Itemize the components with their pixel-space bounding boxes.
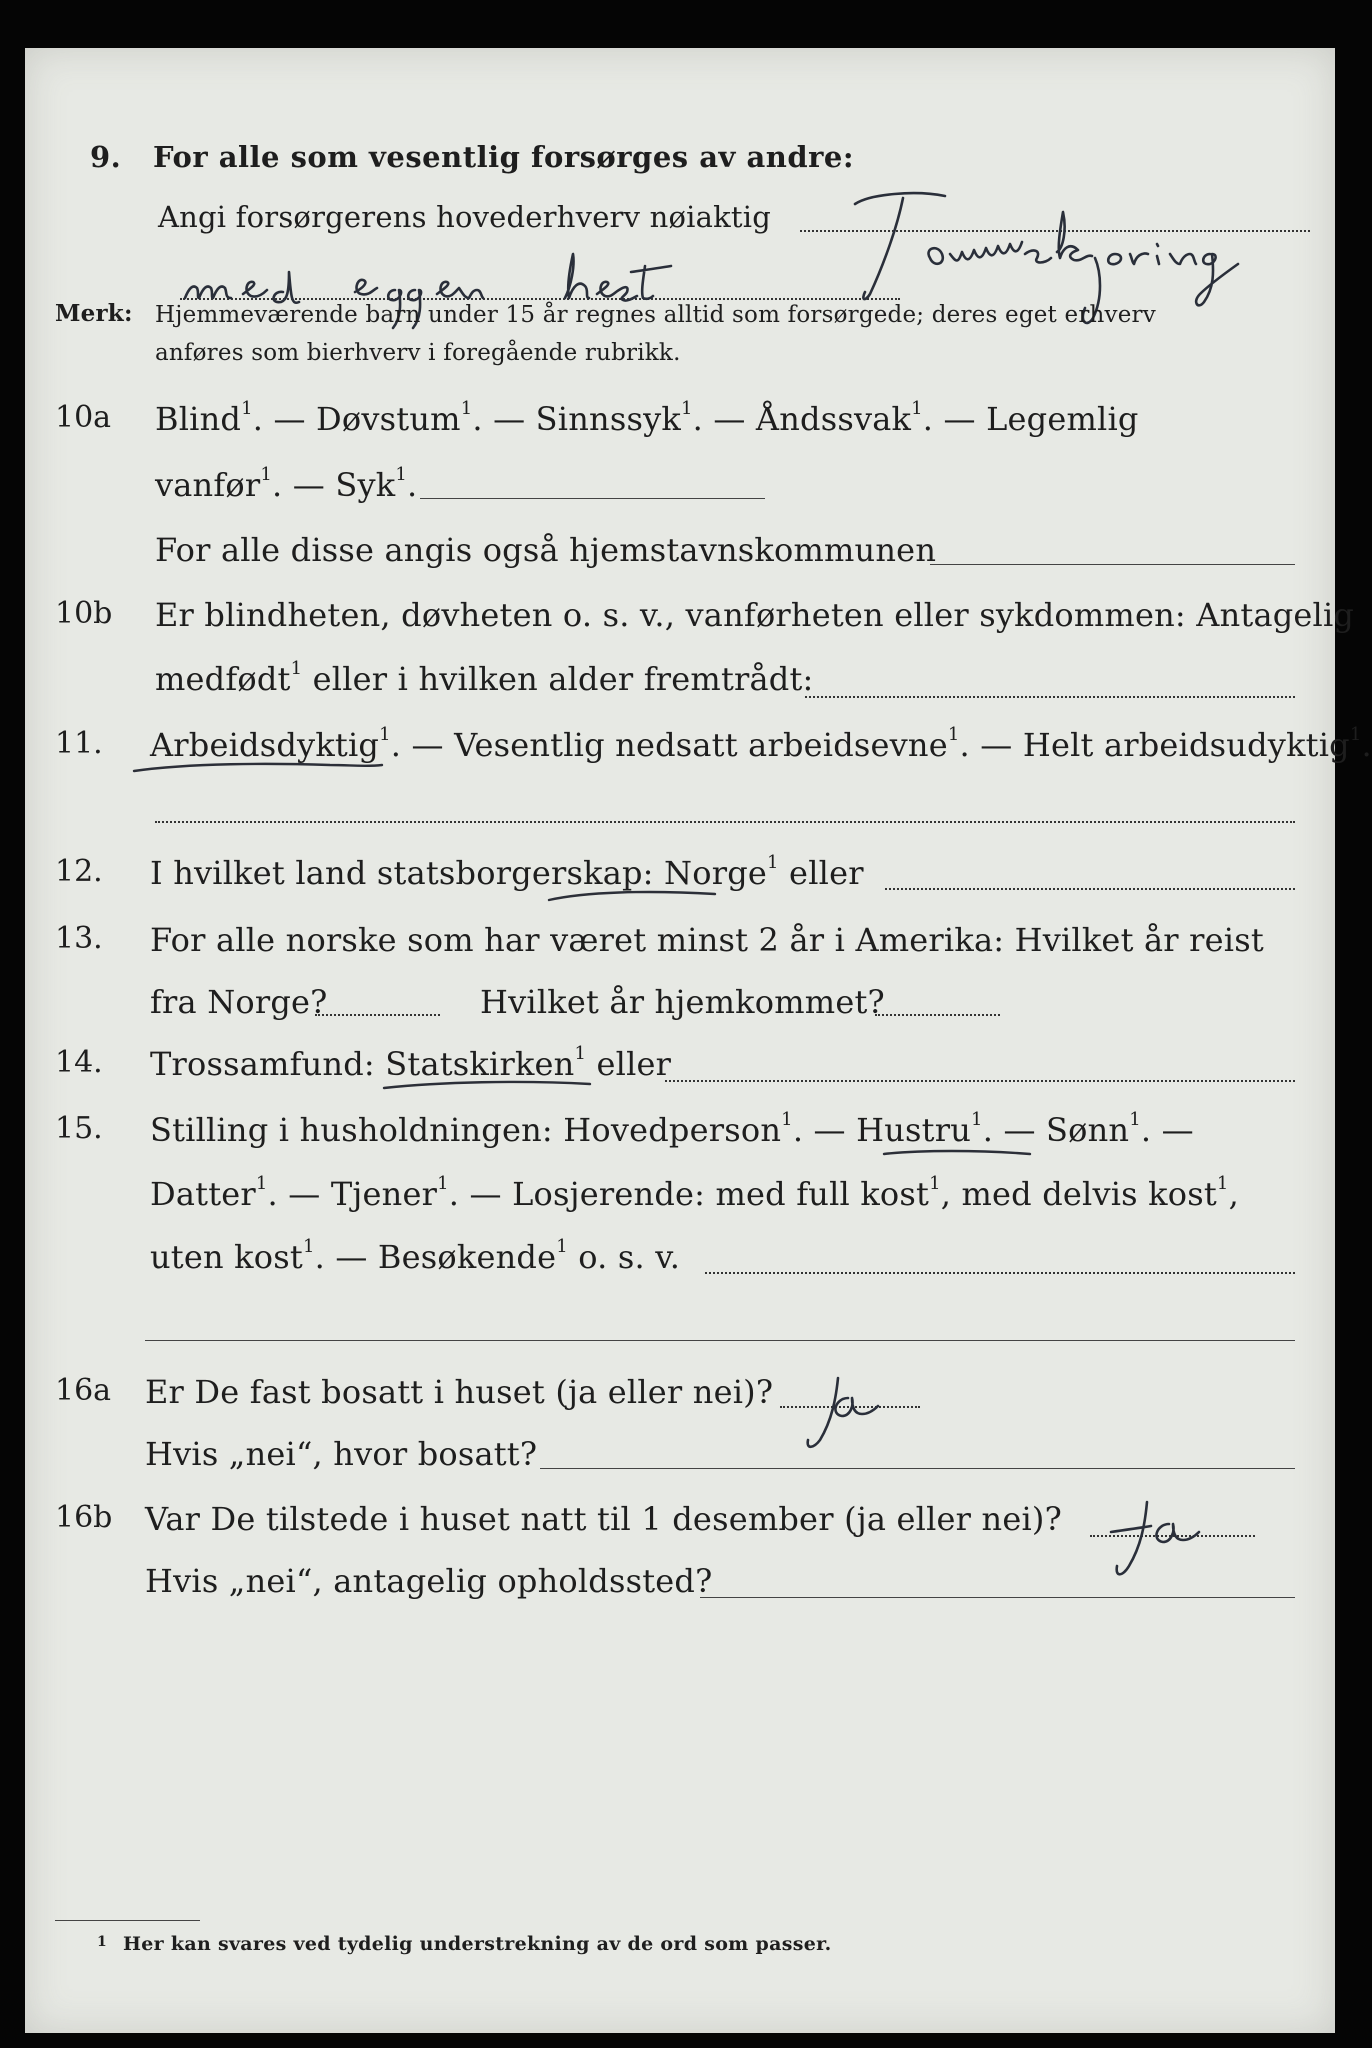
underline-hustru — [880, 1142, 1040, 1166]
option-vanfor: vanfør — [155, 466, 261, 504]
q10a-number: 10a — [55, 400, 112, 435]
q13-line-1: For alle norske som har været minst 2 år i Amerika: Hvilket år reist — [150, 921, 1264, 959]
q11-extra-line — [155, 821, 1295, 823]
q12-number: 12. — [55, 854, 103, 889]
q9-title: For alle som vesentlig forsørges av andre: — [153, 140, 855, 174]
q14-answer-line — [665, 1080, 1295, 1082]
q9-instruction: Angi forsørgerens hovederhverv nøiaktig — [158, 200, 771, 234]
q13-reist-label: fra Norge? — [150, 983, 328, 1021]
merk-note-line-1: Hjemmeværende barn under 15 år regnes alltid som forsørgede; deres eget erhverv — [155, 302, 1156, 328]
q13-hjemkommet-label: Hvilket år hjemkommet? — [480, 983, 885, 1021]
underline-arbeidsdyktig — [130, 753, 390, 783]
footnote-mark: 1 — [97, 1934, 108, 1950]
option-arbeidsdyktig: Arbeidsdyktig — [150, 726, 380, 764]
option-legemlig: . — Legemlig — [922, 400, 1139, 438]
q9-number: 9. — [90, 140, 122, 174]
q13-hjemkommet-answer-line — [875, 1014, 1000, 1016]
q10a-line-1: Blind$^1$. — Døvstum$^1$. — Sinnssyk$^1$. — Åndssvak$^1$. — Legemlig — [155, 398, 1139, 438]
q10a-line-2: vanfør$^1$. — Syk$^1$. — [155, 464, 418, 504]
q10b-answer-line — [805, 696, 1295, 698]
q13-number: 13. — [55, 921, 103, 956]
footnote-text: Her kan svares ved tydelig understrekning av de ord som passer. — [123, 1933, 832, 1955]
q10b-number: 10b — [55, 596, 113, 631]
q13-reist-answer-line — [315, 1014, 440, 1016]
q10b-line-1: Er blindheten, døvheten o. s. v., vanførheten eller sykdommen: Antagelig — [155, 596, 1355, 634]
q15-line-2: Datter$^1$. — Tjener$^1$. — Losjerende: med full kost$^1$, med delvis kost$^1$, — [150, 1173, 1239, 1213]
option-statskirken: Statskirken — [385, 1045, 575, 1083]
q15-line-1: Stilling i husholdningen: Hovedperson$^1$. — Hustru$^1$. — Sønn$^1$. — — [150, 1109, 1194, 1149]
q10a-hjemstavn-answer-line — [930, 564, 1295, 565]
option-nedsatt: . — Vesentlig nedsatt arbeidsevne — [390, 726, 948, 764]
q11-line: Arbeidsdyktig$^1$. — Vesentlig nedsatt arbeidsevne$^1$. — Helt arbeidsudyktig$^1$. — [150, 724, 1372, 764]
q16b-followup-answer-line — [700, 1597, 1295, 1598]
q15-number: 15. — [55, 1111, 103, 1146]
handwritten-answer-ja-16a — [780, 1368, 940, 1458]
q12-answer-line — [885, 888, 1295, 890]
merk-label: Merk: — [55, 300, 133, 327]
census-form-page — [25, 48, 1372, 2033]
underline-norge — [545, 884, 725, 910]
q16b-followup: Hvis „nei“, antagelig opholdssted? — [145, 1562, 713, 1600]
option-norge: Norge — [664, 854, 768, 892]
q14-number: 14. — [55, 1045, 103, 1080]
q12-line: I hvilket land statsborgerskap: Norge$^1$ eller — [150, 852, 864, 892]
q15-extra-line — [145, 1340, 1295, 1341]
q10a-syk-answer-line — [420, 498, 765, 499]
handwritten-answer-ja-16b — [1085, 1488, 1265, 1588]
q11-number: 11. — [55, 726, 103, 761]
q14-line: Trossamfund: Statskirken$^1$ eller — [150, 1043, 672, 1083]
q16a-question: Er De fast bosatt i huset (ja eller nei)? — [145, 1373, 774, 1411]
footnote-rule — [55, 1920, 200, 1921]
option-sinnssyk: . — Sinnssyk — [472, 400, 681, 438]
option-andssvak: . — Åndssvak — [692, 400, 912, 438]
option-syk: . — Syk — [272, 466, 396, 504]
option-blind: Blind — [155, 400, 242, 438]
q15-answer-line — [705, 1272, 1295, 1274]
q16b-number: 16b — [55, 1500, 113, 1535]
option-udyktig: . — Helt arbeidsudyktig — [959, 726, 1350, 764]
q16b-question: Var De tilstede i huset natt til 1 desember (ja eller nei)? — [145, 1500, 1062, 1538]
q16a-followup-answer-line — [540, 1468, 1295, 1469]
option-hustru: Hustru — [856, 1111, 972, 1149]
q15-line-3: uten kost$^1$. — Besøkende$^1$ o. s. v. — [150, 1236, 681, 1276]
q16a-number: 16a — [55, 1373, 112, 1408]
q16a-followup: Hvis „nei“, hvor bosatt? — [145, 1435, 538, 1473]
q10a-line-3: For alle disse angis også hjemstavnskommunen — [155, 531, 937, 569]
option-dovstum: . — Døvstum — [252, 400, 461, 438]
underline-statskirken — [380, 1074, 600, 1098]
merk-note-line-2: anføres som bierhverv i foregående rubrikk. — [155, 340, 681, 366]
q10b-line-2: medfødt$^1$ eller i hvilken alder fremtrådt: — [155, 658, 814, 698]
